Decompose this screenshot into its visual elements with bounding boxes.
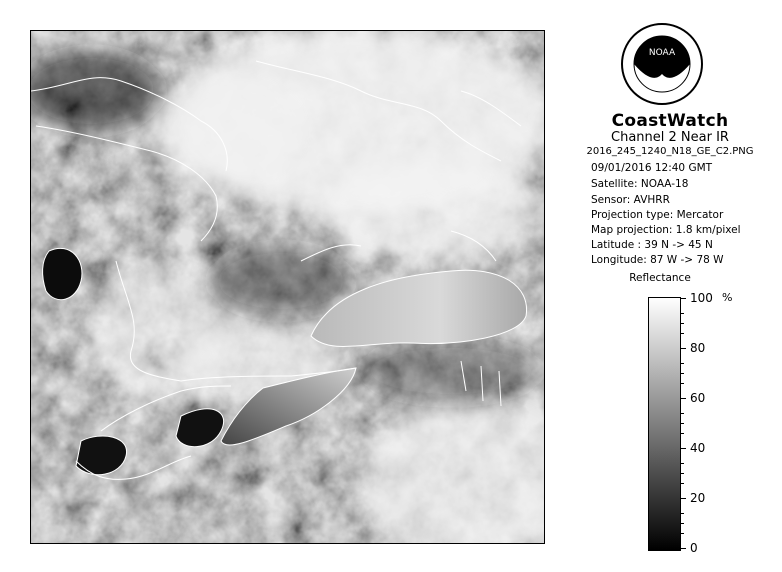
channel-subtitle: Channel 2 Near IR (611, 130, 729, 145)
satellite-image (30, 30, 545, 544)
colorbar-minor-tick (680, 433, 684, 434)
colorbar-minor-tick (680, 523, 684, 524)
colorbar-minor-tick (680, 323, 684, 324)
colorbar-tick (680, 298, 686, 299)
colorbar-tick-label: 100 (690, 291, 713, 305)
colorbar-tick (680, 448, 686, 449)
meta-datetime: 09/01/2016 12:40 GMT (591, 162, 713, 174)
meta-sensor: Sensor: AVHRR (591, 194, 670, 206)
colorbar-minor-tick (680, 483, 684, 484)
colorbar-minor-tick (680, 533, 684, 534)
file-name: 2016_245_1240_N18_GE_C2.PNG (586, 146, 754, 157)
colorbar-tick (680, 398, 686, 399)
logo-text: NOAA (648, 48, 676, 58)
colorbar-unit: % (722, 291, 733, 304)
satellite-scene (31, 31, 544, 543)
colorbar-minor-tick (680, 463, 684, 464)
colorbar-tick (680, 548, 686, 549)
page-title: CoastWatch (611, 111, 729, 131)
colorbar-tick (680, 498, 686, 499)
meta-satellite: Satellite: NOAA-18 (591, 178, 689, 190)
colorbar-minor-tick (680, 313, 684, 314)
colorbar-minor-tick (680, 423, 684, 424)
colorbar-minor-tick (680, 363, 684, 364)
colorbar-label: Reflectance (629, 272, 691, 284)
meta-map-projection: Map projection: 1.8 km/pixel (591, 224, 741, 236)
noaa-logo (620, 22, 704, 106)
colorbar-tick-label: 40 (690, 441, 706, 455)
colorbar-minor-tick (680, 383, 684, 384)
colorbar-tick-label: 0 (690, 541, 698, 555)
meta-longitude: Longitude: 87 W -> 78 W (591, 254, 724, 266)
colorbar-minor-tick (680, 513, 684, 514)
noaa-emblem-icon (620, 22, 704, 106)
meta-projection-type: Projection type: Mercator (591, 209, 724, 221)
colorbar-tick-label: 20 (690, 491, 706, 505)
colorbar-tick (680, 348, 686, 349)
colorbar-minor-tick (680, 333, 684, 334)
colorbar-tick-label: 80 (690, 341, 706, 355)
colorbar-minor-tick (680, 413, 684, 414)
colorbar-minor-tick (680, 473, 684, 474)
colorbar-tick-label: 60 (690, 391, 706, 405)
colorbar-minor-tick (680, 373, 684, 374)
meta-latitude: Latitude : 39 N -> 45 N (591, 239, 713, 251)
colorbar (648, 297, 681, 551)
